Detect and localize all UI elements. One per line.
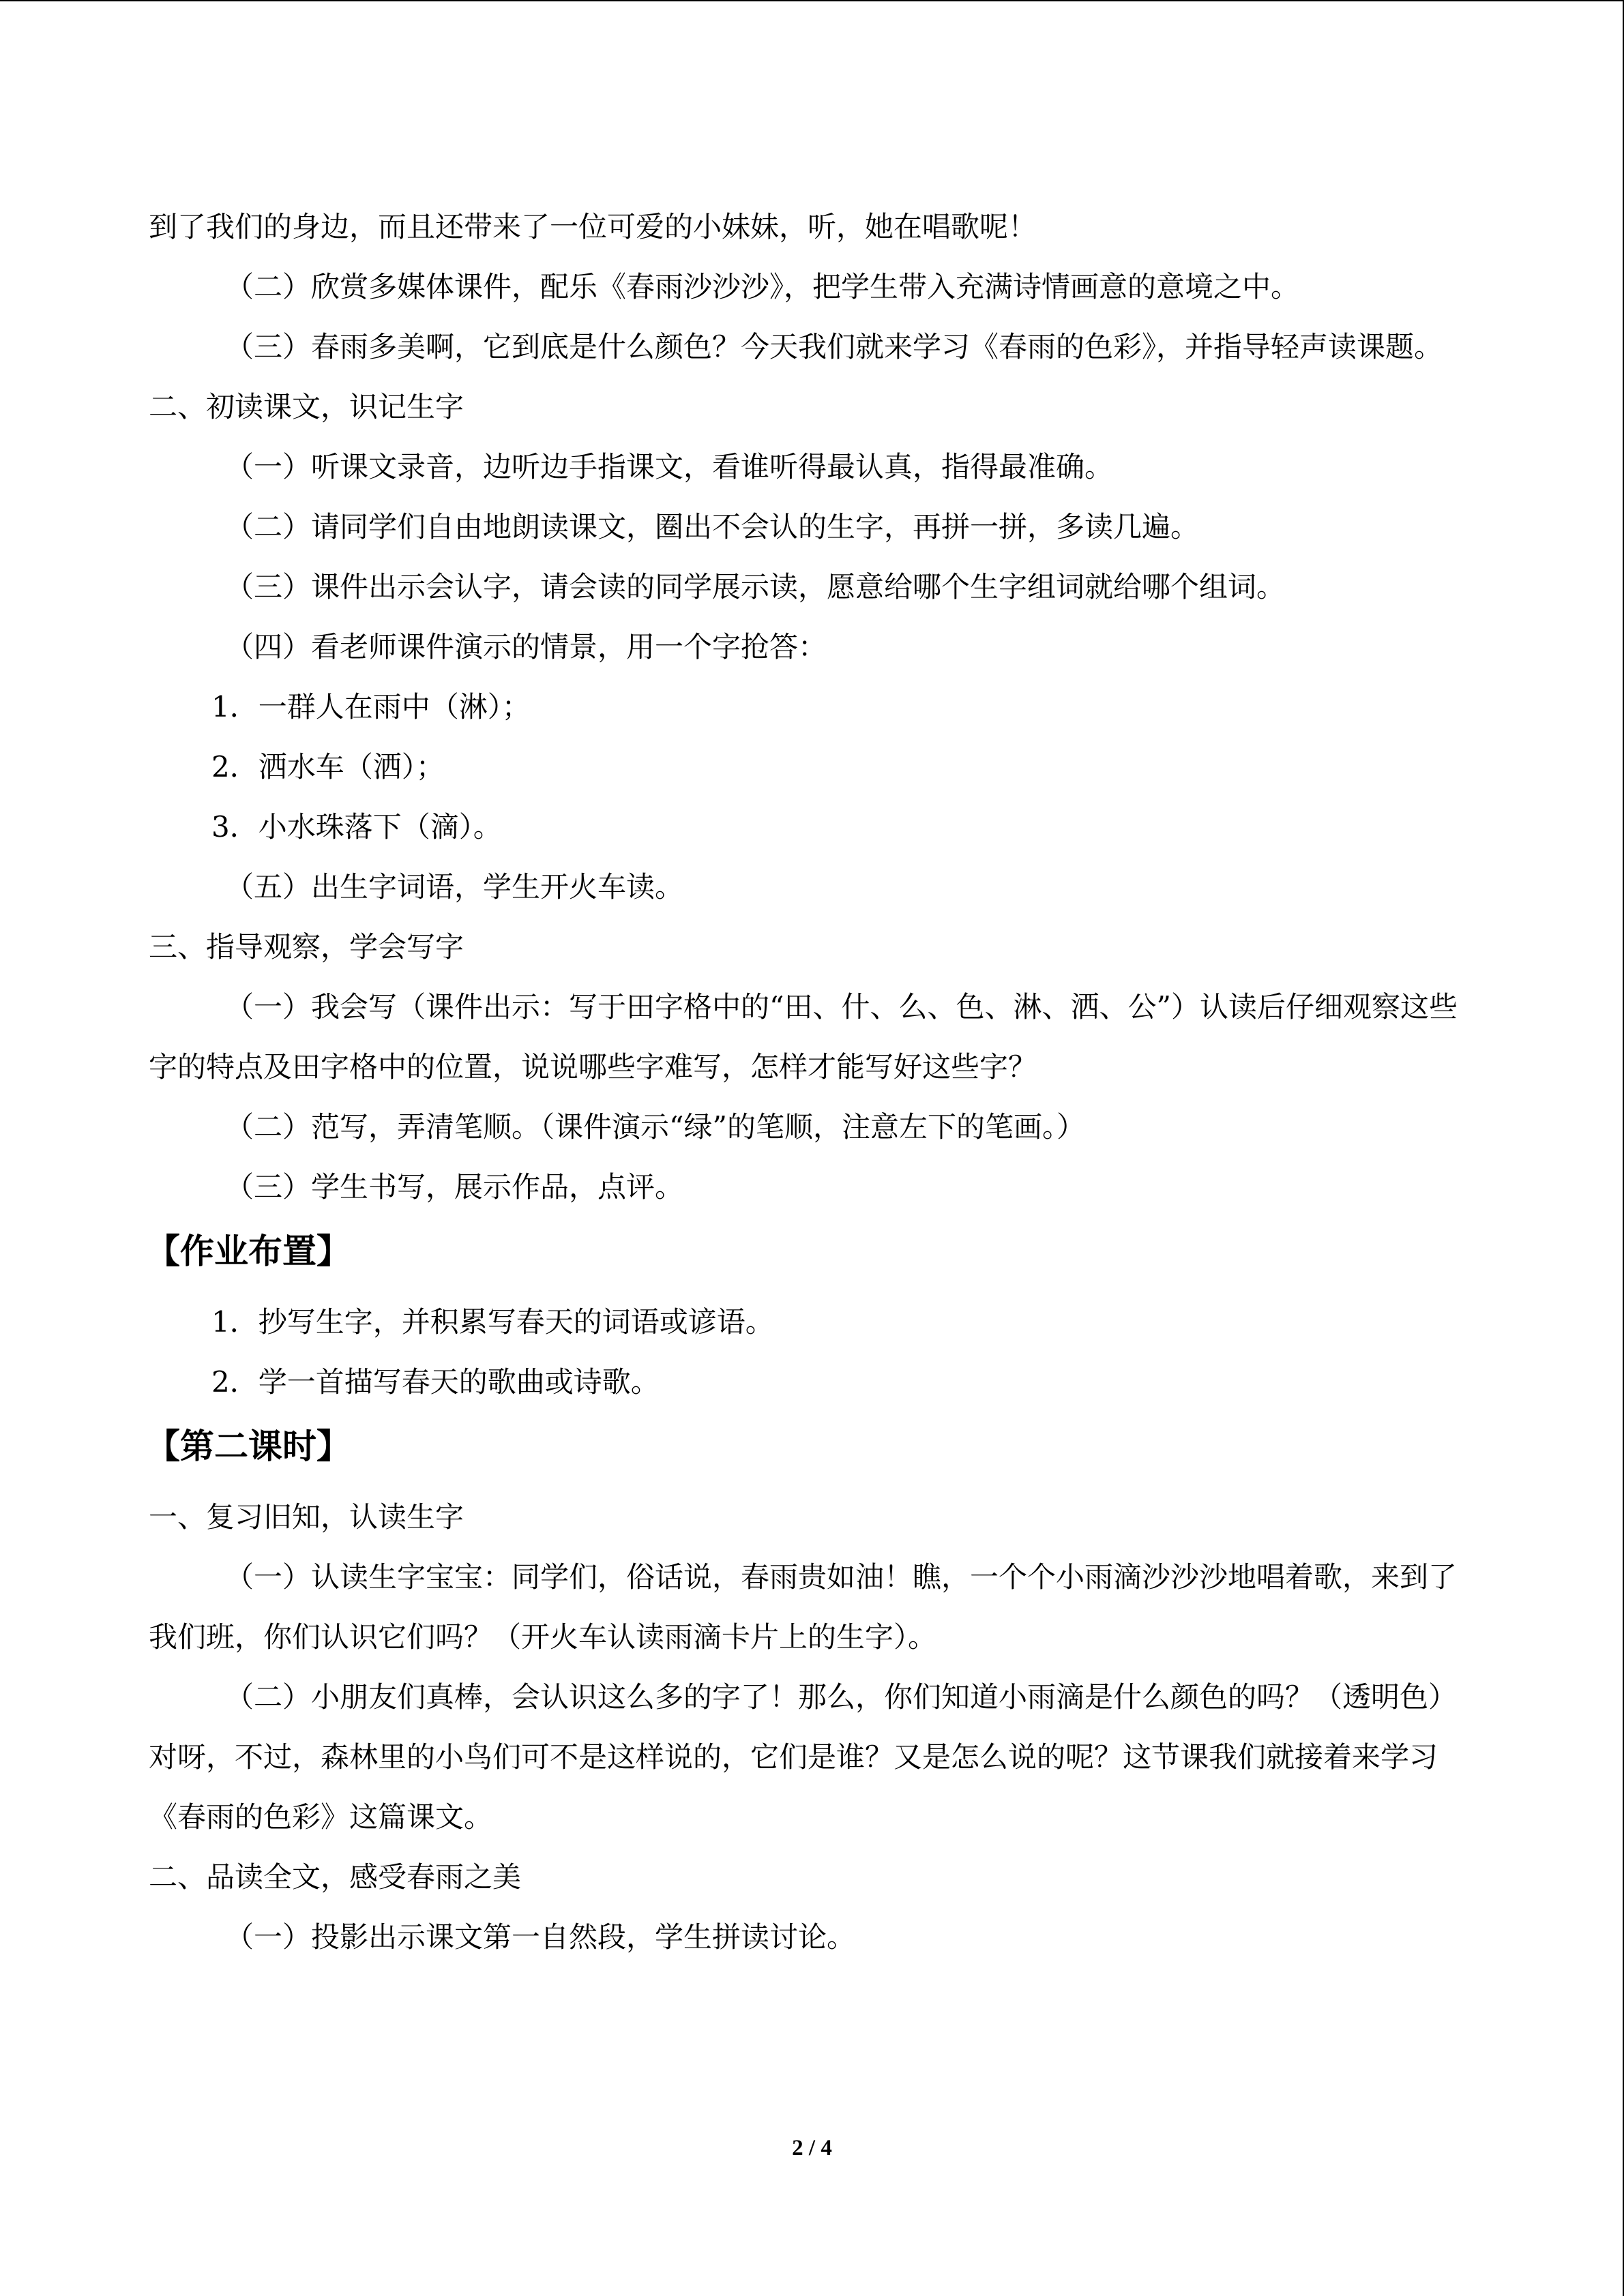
paragraph: （二）小朋友们真棒，会认识这么多的字了！那么，你们知道小雨滴是什么颜色的吗？（透明色）对呀，不过，森林里的小鸟们可不是这样说的，它们是谁？又是怎么说的呢？这节课我们就接着来学习《春雨的色彩》这篇课文。 [149, 1680, 1458, 1834]
paragraph: （二）请同学们自由地朗读课文，圈出不会认的生字，再拼一拼，多读几遍。 [225, 510, 1200, 543]
section-heading: 三、指导观察，学会写字 [149, 930, 464, 964]
list-item: 1．一群人在雨中（淋）； [211, 690, 531, 724]
paragraph: （二）欣赏多媒体课件，配乐《春雨沙沙沙》，把学生带入充满诗情画意的意境之中。 [225, 270, 1300, 303]
list-item: 2．学一首描写春天的歌曲或诗歌。 [211, 1365, 660, 1399]
paragraph: （一）投影出示课文第一自然段，学生拼读讨论。 [225, 1920, 856, 1954]
paragraph: （一）认读生字宝宝：同学们，俗话说，春雨贵如油！瞧，一个个小雨滴沙沙沙地唱着歌，来到了我们班，你们认识它们吗？（开火车认读雨滴卡片上的生字）。 [149, 1560, 1458, 1654]
list-item: 3．小水珠落下（滴）。 [211, 810, 502, 844]
paragraph: （五）出生字词语，学生开火车读。 [225, 870, 684, 904]
bold-heading-homework: 【作业布置】 [146, 1232, 351, 1271]
document-body [146, 208, 1477, 1978]
paragraph: （一）听课文录音，边听边手指课文，看谁听得最认真，指得最准确。 [225, 450, 1114, 483]
paragraph: （三）课件出示会认字，请会读的同学展示读，愿意给哪个生字组词就给哪个组词。 [225, 570, 1286, 603]
section-heading: 二、初读课文，识记生字 [149, 390, 464, 423]
paragraph-continuation: 到了我们的身边，而且还带来了一位可爱的小妹妹，听，她在唱歌呢！ [149, 210, 1037, 243]
section-heading: 一、复习旧知，认读生字 [149, 1500, 464, 1534]
bold-heading-second-lesson: 【第二课时】 [146, 1427, 351, 1466]
paragraph: （三）春雨多美啊，它到底是什么颜色？今天我们就来学习《春雨的色彩》，并指导轻声读课题。 [225, 330, 1443, 363]
paragraph: （四）看老师课件演示的情景，用一个字抢答： [225, 630, 827, 664]
section-heading: 二、品读全文，感受春雨之美 [149, 1860, 522, 1894]
page-top-border [0, 0, 1623, 1]
paragraph: （三）学生书写，展示作品，点评。 [225, 1170, 684, 1204]
page-number: 2 / 4 [792, 2136, 832, 2160]
paragraph: （二）范写，弄清笔顺。（课件演示“绿”的笔顺，注意左下的笔画。） [225, 1110, 1085, 1144]
paragraph: （一）我会写（课件出示：写于田字格中的“田、什、么、色、淋、洒、公”）认读后仔细观察这些字的特点及田字格中的位置，说说哪些字难写，怎样才能写好这些字？ [149, 990, 1458, 1084]
list-item: 1．抄写生字，并积累写春天的词语或谚语。 [211, 1305, 774, 1339]
list-item: 2．洒水车（洒）； [211, 750, 445, 784]
